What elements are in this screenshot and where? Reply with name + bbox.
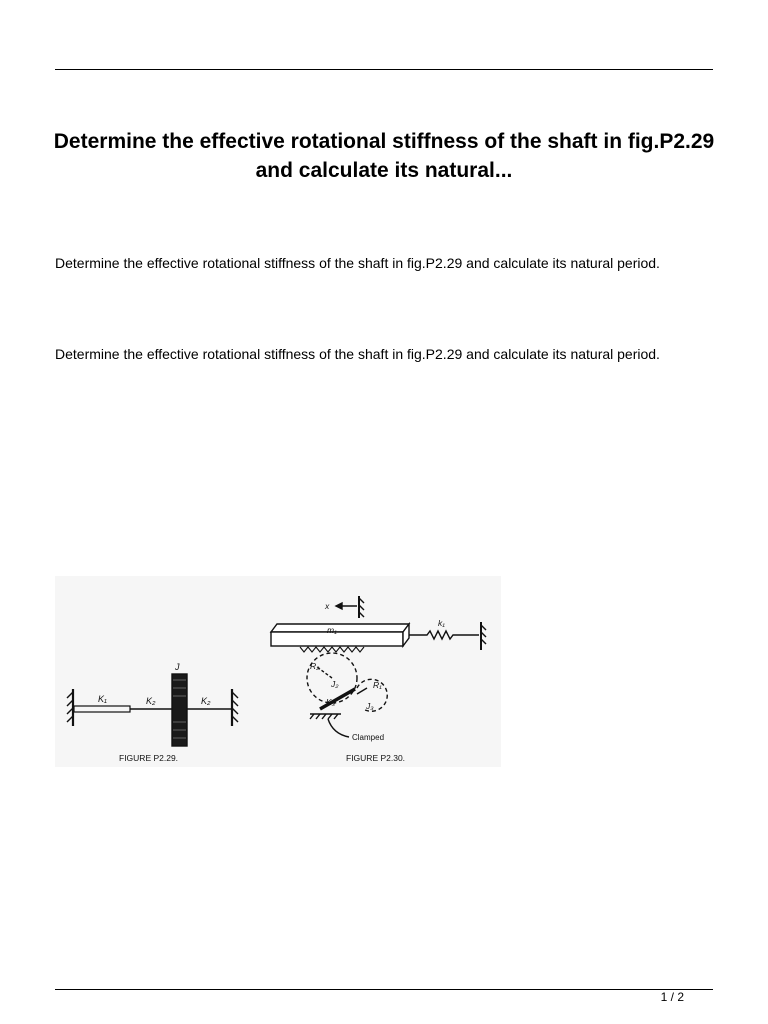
label-k1-right: k₁ <box>438 618 445 628</box>
label-j: J <box>175 662 180 672</box>
bottom-rule <box>55 989 713 990</box>
caption-figure-p229: FIGURE P2.29. <box>119 753 179 763</box>
paragraph-2: Determine the effective rotational stiffness of the shaft in fig.P2.29 and calculate its natural period. <box>55 346 660 362</box>
page-indicator: 1 / 2 <box>660 990 684 1004</box>
figure-p229-diagram <box>67 674 238 746</box>
label-r2: R₂ <box>310 661 320 671</box>
label-k3: K₃ <box>326 697 336 707</box>
top-rule <box>55 69 713 70</box>
label-m1: m₁ <box>327 625 337 635</box>
label-k2-left: K₂ <box>146 696 156 706</box>
caption-figure-p230: FIGURE P2.30. <box>346 753 406 763</box>
label-x: x <box>325 601 330 611</box>
label-k1-left: K₁ <box>98 694 107 704</box>
label-j3: J₃ <box>366 701 374 711</box>
figure-p230-diagram <box>271 596 486 737</box>
paragraph-1: Determine the effective rotational stiffness of the shaft in fig.P2.29 and calculate its natural period. <box>55 255 660 271</box>
page-title: Determine the effective rotational stiffness of the shaft in fig.P2.29 and calculate its natural... <box>53 130 715 182</box>
label-clamped: Clamped <box>352 733 385 742</box>
label-r1: R₁ <box>373 680 382 690</box>
label-k2-right: K₂ <box>201 696 211 706</box>
label-j2: J₂ <box>331 679 339 689</box>
figure-image <box>55 576 501 767</box>
